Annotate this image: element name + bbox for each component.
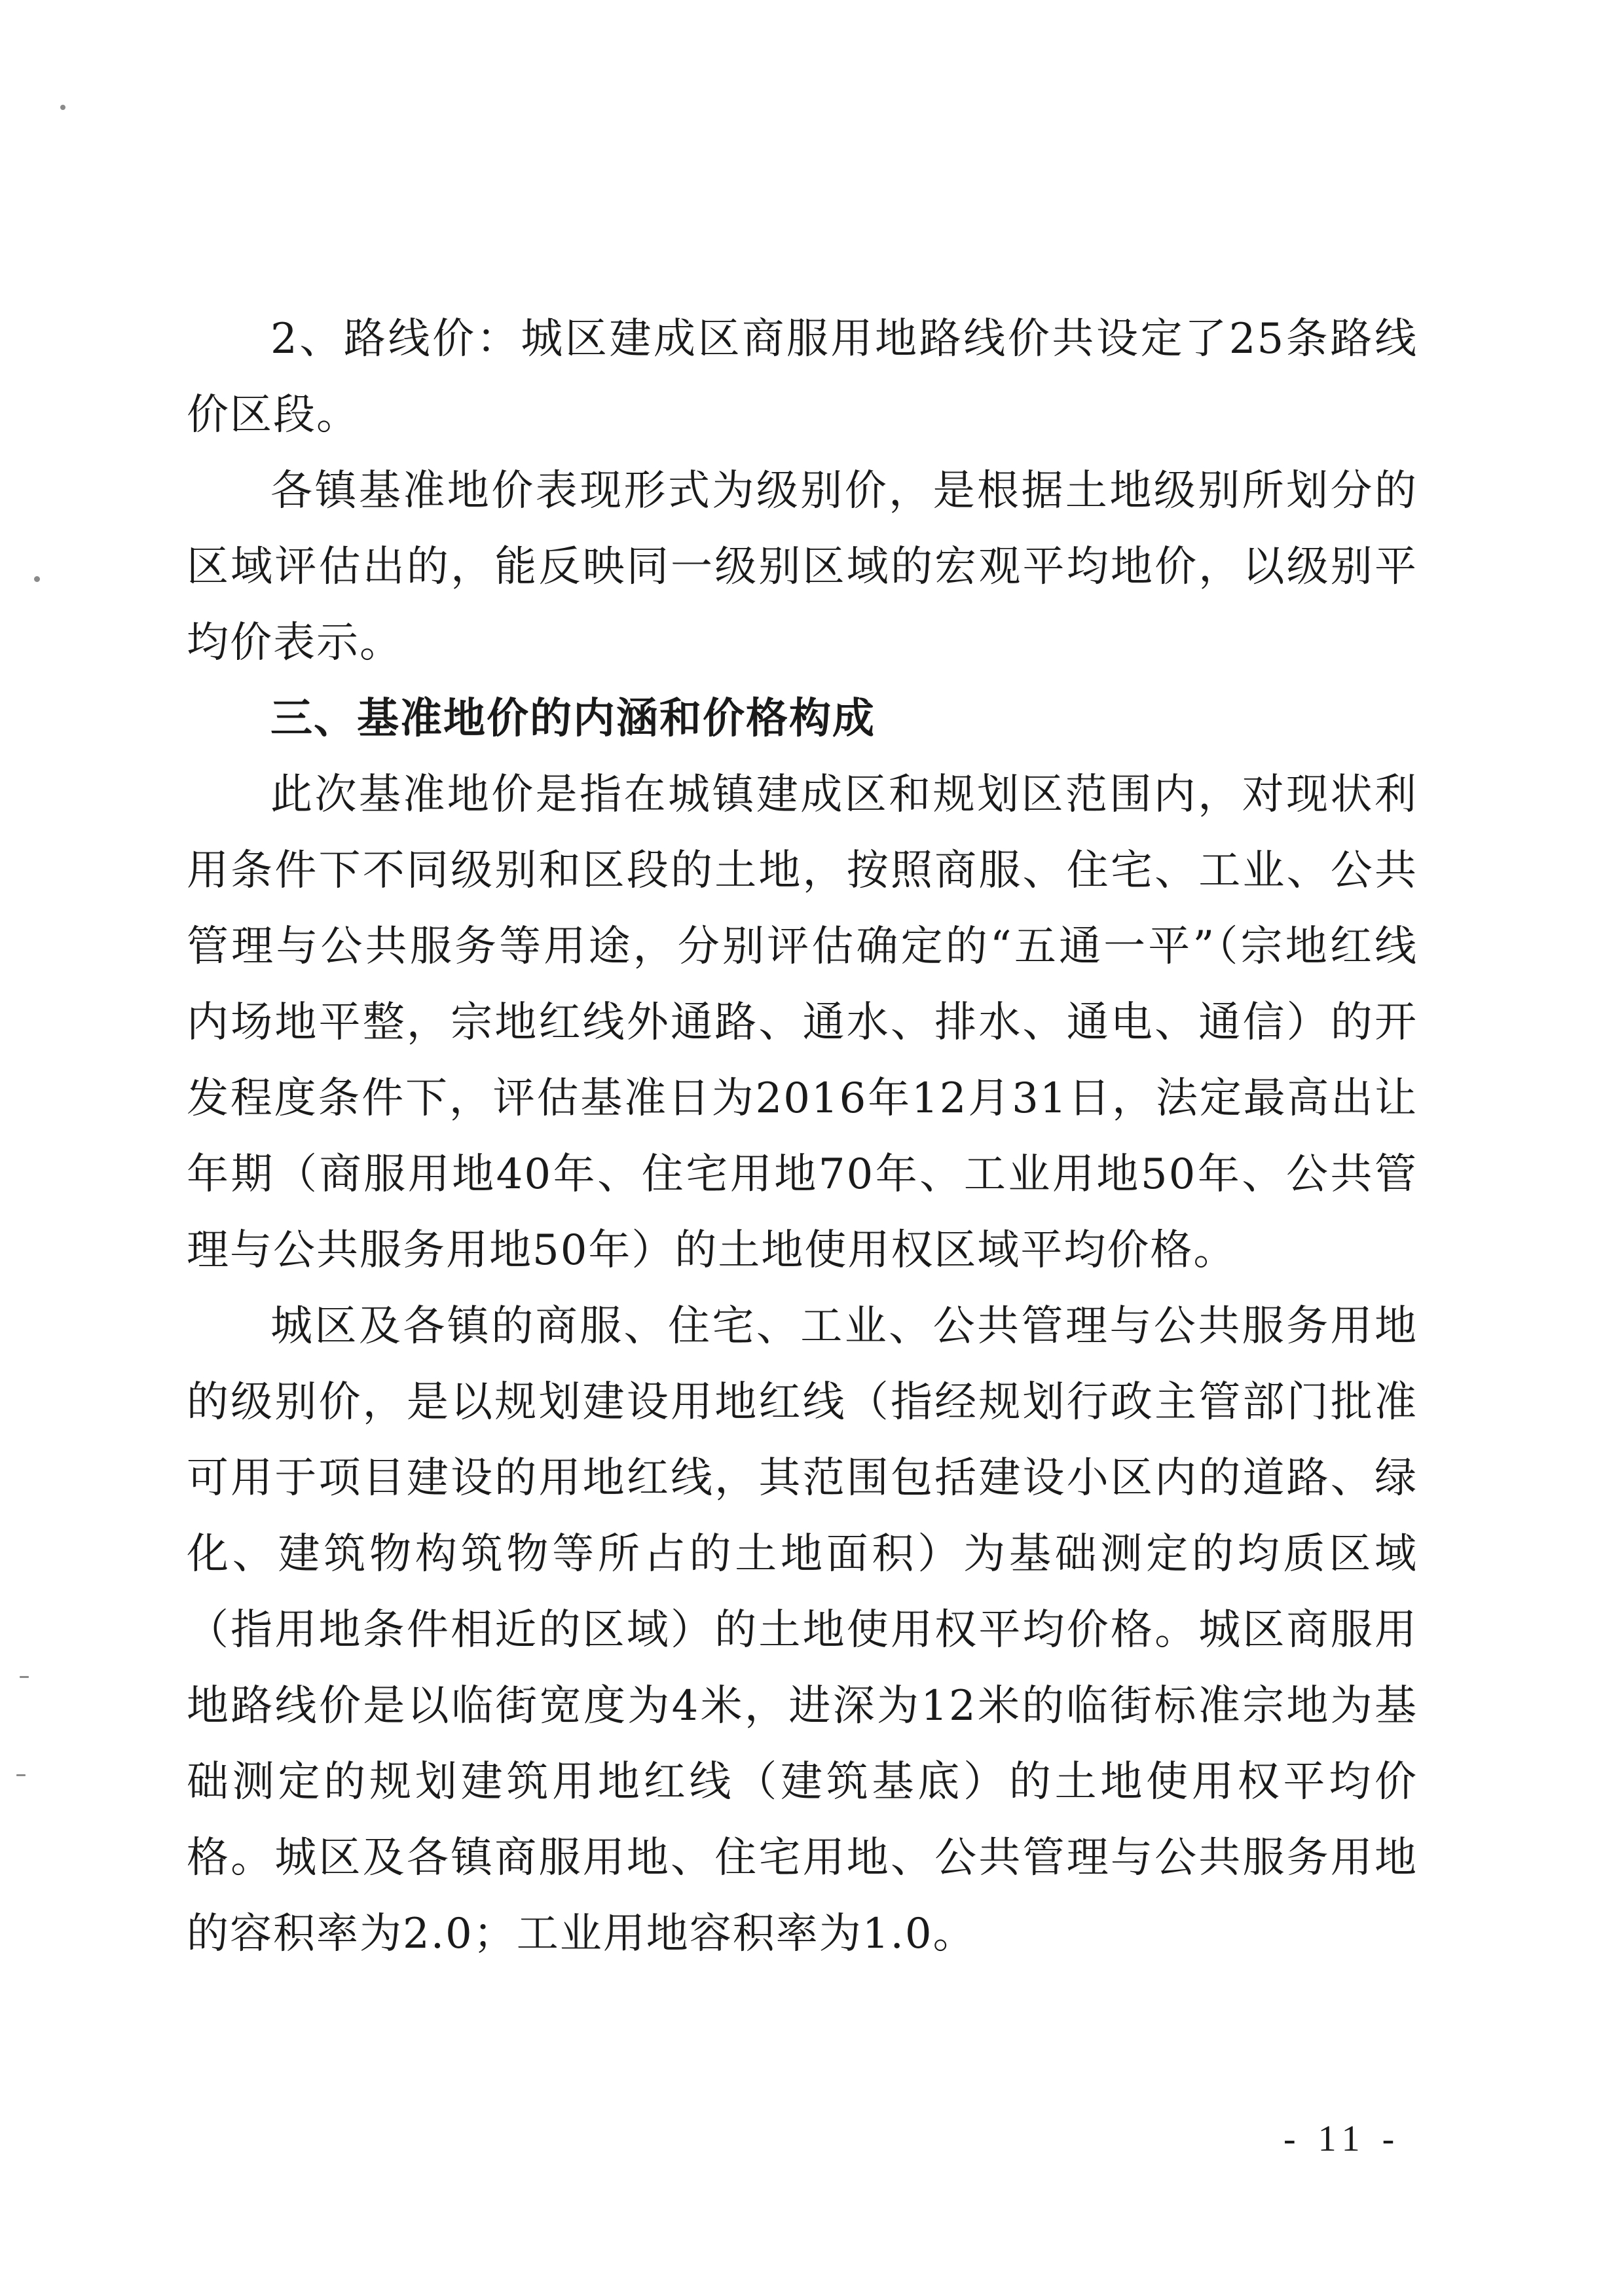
scan-speck: [60, 105, 65, 110]
scan-speck: [34, 576, 40, 582]
section-heading: 三、基准地价的内涵和价格构成: [270, 695, 876, 743]
paragraph-price-composition: 城区及各镇的商服、住宅、工业、公共管理与公共服务用地的级别价，是以规划建设用地红线（指经规划行政主管部门批准可用于项目建设的用地红线，其范围包括建设小区内的道路、绿化、建筑物构筑物等所占的土地面积）为基础测定的均质区域（指用地条件相近的区域）的土地使用权平均价格。城区商服用地路线价是以临街宽度为4米，进深为12米的临街标准宗地为基础测定的规划建筑用地红线（建筑基底）的土地使用权平均价格。城区及各镇商服用地、住宅用地、公共管理与公共服务用地的容积率为2.0；工业用地容积率为1.0。: [187, 1302, 1418, 1958]
scan-speck: [20, 1676, 29, 1678]
scan-speck: [16, 1774, 26, 1776]
body-text: [187, 301, 1418, 1972]
page-number: - 11 -: [1283, 2119, 1401, 2159]
paragraph-route-price: 2、路线价：城区建成区商服用地路线价共设定了25条路线价区段。: [187, 315, 1418, 439]
paragraph-price-definition: 此次基准地价是指在城镇建成区和规划区范围内，对现状利用条件下不同级别和区段的土地，按照商服、住宅、工业、公共管理与公共服务等用途，分别评估确定的“五通一平”（宗地红线内场地平整，宗地红线外通路、通水、排水、通电、通信）的开发程度条件下，评估基准日为2016年12月31日，法定最高出让年期（商服用地40年、住宅用地70年、工业用地50年、公共管理与公共服务用地50年）的土地使用权区域平均价格。: [187, 771, 1418, 1275]
paragraph-town-price: 各镇基准地价表现形式为级别价，是根据土地级别所划分的区域评估出的，能反映同一级别区域的宏观平均地价，以级别平均价表示。: [187, 467, 1418, 667]
